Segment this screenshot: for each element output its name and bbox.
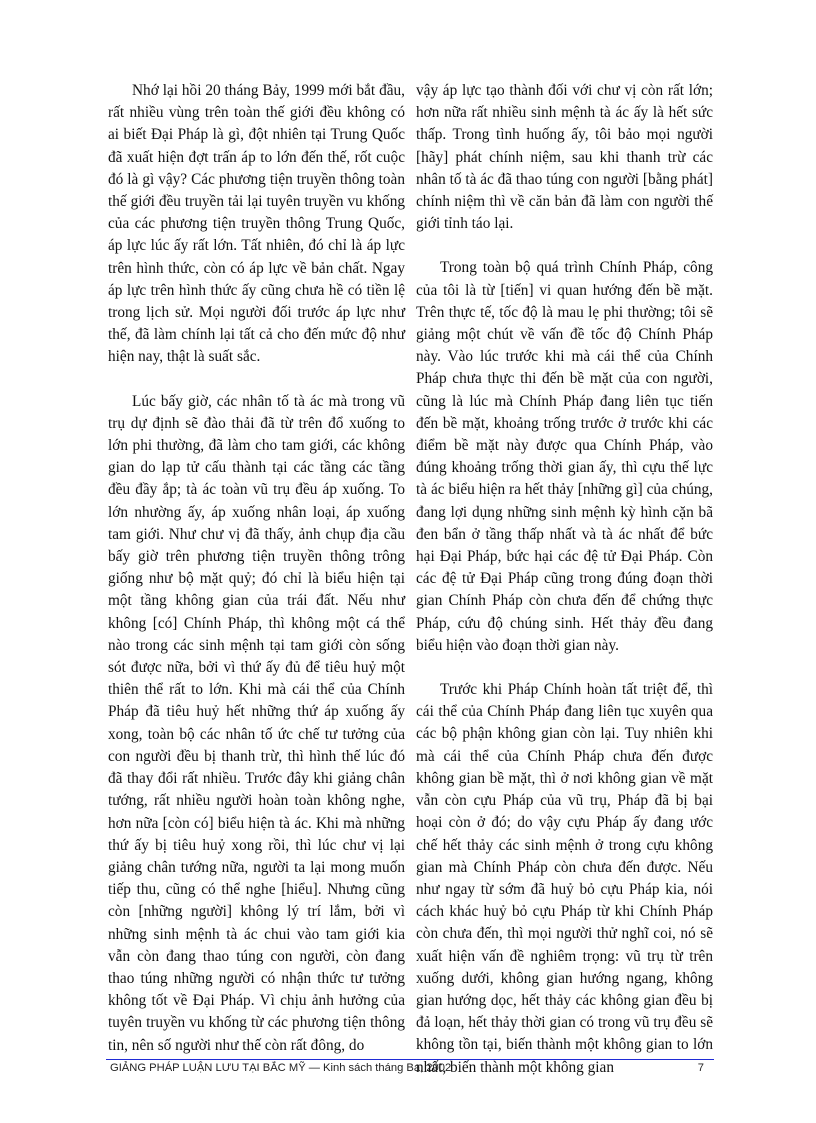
paragraph: Trong toàn bộ quá trình Chính Pháp, công của tôi là từ [tiến] vi quan hướng đến bề mặt. Trên thực tế, tốc độ là mau lẹ phi thường; tôi sẽ giảng một chút về vấn đề tốc độ Chính Pháp này. Vào lúc trước khi mà cái thể của Chính Pháp chưa thực thi đến bề mặt của con người, cũng là lúc mà Chính Pháp đang liên tục tiến đến bề mặt, khoảng trống trước ở trước khi các điểm bề mặt này được qua Chính Pháp, vào đúng khoảng trống thời gian ấy, thì cựu thế lực tà ác biểu hiện ra hết thảy [những gì] của chúng, đang lợi dụng những sinh mệnh kỳ hình cặn bã đen bẩn ở tầng thấp nhất và tà ác nhất để bức hại Đại Pháp, bức hại các đệ tử Đại Pháp. Còn các đệ tử Đại Pháp cũng trong đúng đoạn thời gian Chính Pháp còn chưa đến để chứng thực Pháp, cứu độ chúng sinh. Hết thảy đều đang biểu hiện vào đoạn thời gian này. (416, 259, 713, 654)
paragraph: Trước khi Pháp Chính hoàn tất triệt để, thì cái thể của Chính Pháp đang liên tục xuyên qua các bộ phận không gian còn lại. Tuy nhiên khi mà cái thể của Chính Pháp chưa đến được không gian bề mặt, thì ở nơi không gian về mặt vẫn còn cựu Pháp của vũ trụ, Pháp đã bị bại hoại còn ở đó; do vậy cựu Pháp ấy đang ước chế hết thảy các sinh mệnh ở trong cựu không gian mà Chính Pháp còn chưa đến được. Nếu như ngay từ sớm đã huỷ bỏ cựu Pháp kia, nói cách khác huỷ bỏ cựu Pháp từ khi Chính Pháp còn chưa đến, thì mọi người thử nghĩ coi, nó sẽ xuất hiện vấn đề nghiêm trọng: vũ trụ từ trên xuống dưới, không gian hướng ngang, không gian hướng dọc, hết thảy các không gian đều bị đả loạn, hết thảy thời gian có trong vũ trụ đều sẽ không tồn tại, biến thành một không gian to lớn nhất, biến thành một không gian (416, 681, 713, 1076)
footer-divider (106, 1059, 714, 1060)
paragraph: vậy áp lực tạo thành đối với chư vị còn rất lớn; hơn nữa rất nhiều sinh mệnh tà ác ấy là hết sức thấp. Trong tình huống ấy, tôi bảo mọi người [hãy] phát chính niệm, sau khi thanh trừ các nhân tố tà ác đã thao túng con người [bằng phát] chính niệm thì về căn bản đã làm con người thế giới tỉnh táo lại. (416, 82, 713, 233)
paragraph: Lúc bấy giờ, các nhân tố tà ác mà trong vũ trụ dự định sẽ đào thải đã từ trên đổ xuống to lớn phi thường, đã làm cho tam giới, các không gian do lạp tử cấu thành tại các tầng các tầng đều đầy ắp; tà ác toàn vũ trụ đều áp xuống. To lớn nhường ấy, áp xuống nhân loại, áp xuống tam giới. Như chư vị đã thấy, ảnh chụp địa cầu bấy giờ trên phương tiện truyền thông trông giống như bộ mặt quỷ; đó chỉ là biểu hiện tại một tầng không gian của trái đất. Nếu như không [có] Chính Pháp, thì không một cá thể nào trong các sinh mệnh tại tam giới còn sống sót được nữa, bởi vì thứ ấy đủ để tiêu huỷ một thiên thể rất to lớn. Khi mà cái thể của Chính Pháp đã tiêu huỷ hết những thứ áp xuống ấy xong, toàn bộ các nhân tố ức chế tư tưởng của con người đều bị thanh trừ, thì hình thế lúc đó đã thay đổi rất nhiều. Trước đây khi giảng chân tướng, rất nhiều người hoàn toàn không nghe, hơn nữa [còn có] biểu hiện tà ác. Khi mà những thứ ấy bị tiêu huỷ xong rồi, thì lúc chư vị lại giảng chân tướng nữa, người ta lại mong muốn tiếp thu, cũng có thể nghe [hiểu]. Nhưng cũng còn [những người] không lý trí lắm, bởi vì những sinh mệnh tà ác chui vào tam giới kia vẫn còn đang thao túng con người, còn đang thao túng những người có nhận thức tư tưởng không tốt về Đại Pháp. Vì chịu ảnh hưởng của tuyên truyền vu khống từ các phương tiện thông tin, nên số người như thế còn rất đông, do (108, 392, 405, 1054)
left-text-column (108, 80, 405, 1057)
right-text-column (416, 80, 713, 1079)
paragraph: Nhớ lại hồi 20 tháng Bảy, 1999 mới bắt đầu, rất nhiều vùng trên toàn thế giới đều không có ai biết Đại Pháp là gì, đột nhiên tại Trung Quốc đã xuất hiện đợt trấn áp to lớn đến thế, rốt cuộc đó là gì vậy? Các phương tiện truyền thông toàn thế giới đều truyền tải lại tuyên truyền vu khống của các phương tiện truyền thông Trung Quốc, áp lực lúc ấy rất lớn. Tất nhiên, đó chỉ là áp lực trên hình thức, còn có áp lực về bản chất. Ngay áp lực trên hình thức ấy cũng chưa hề có tiền lệ trong lịch sử. Mọi người đối trước áp lực như thế, đã làm chính lại tất cả cho đến mức độ như hiện nay, thật là suất sắc. (108, 82, 405, 366)
page-number: 7 (697, 1062, 704, 1074)
footer-title: GIẢNG PHÁP LUẬN LƯU TẠI BẮC MỸ — Kinh sách tháng Ba, 2002 (110, 1062, 452, 1074)
